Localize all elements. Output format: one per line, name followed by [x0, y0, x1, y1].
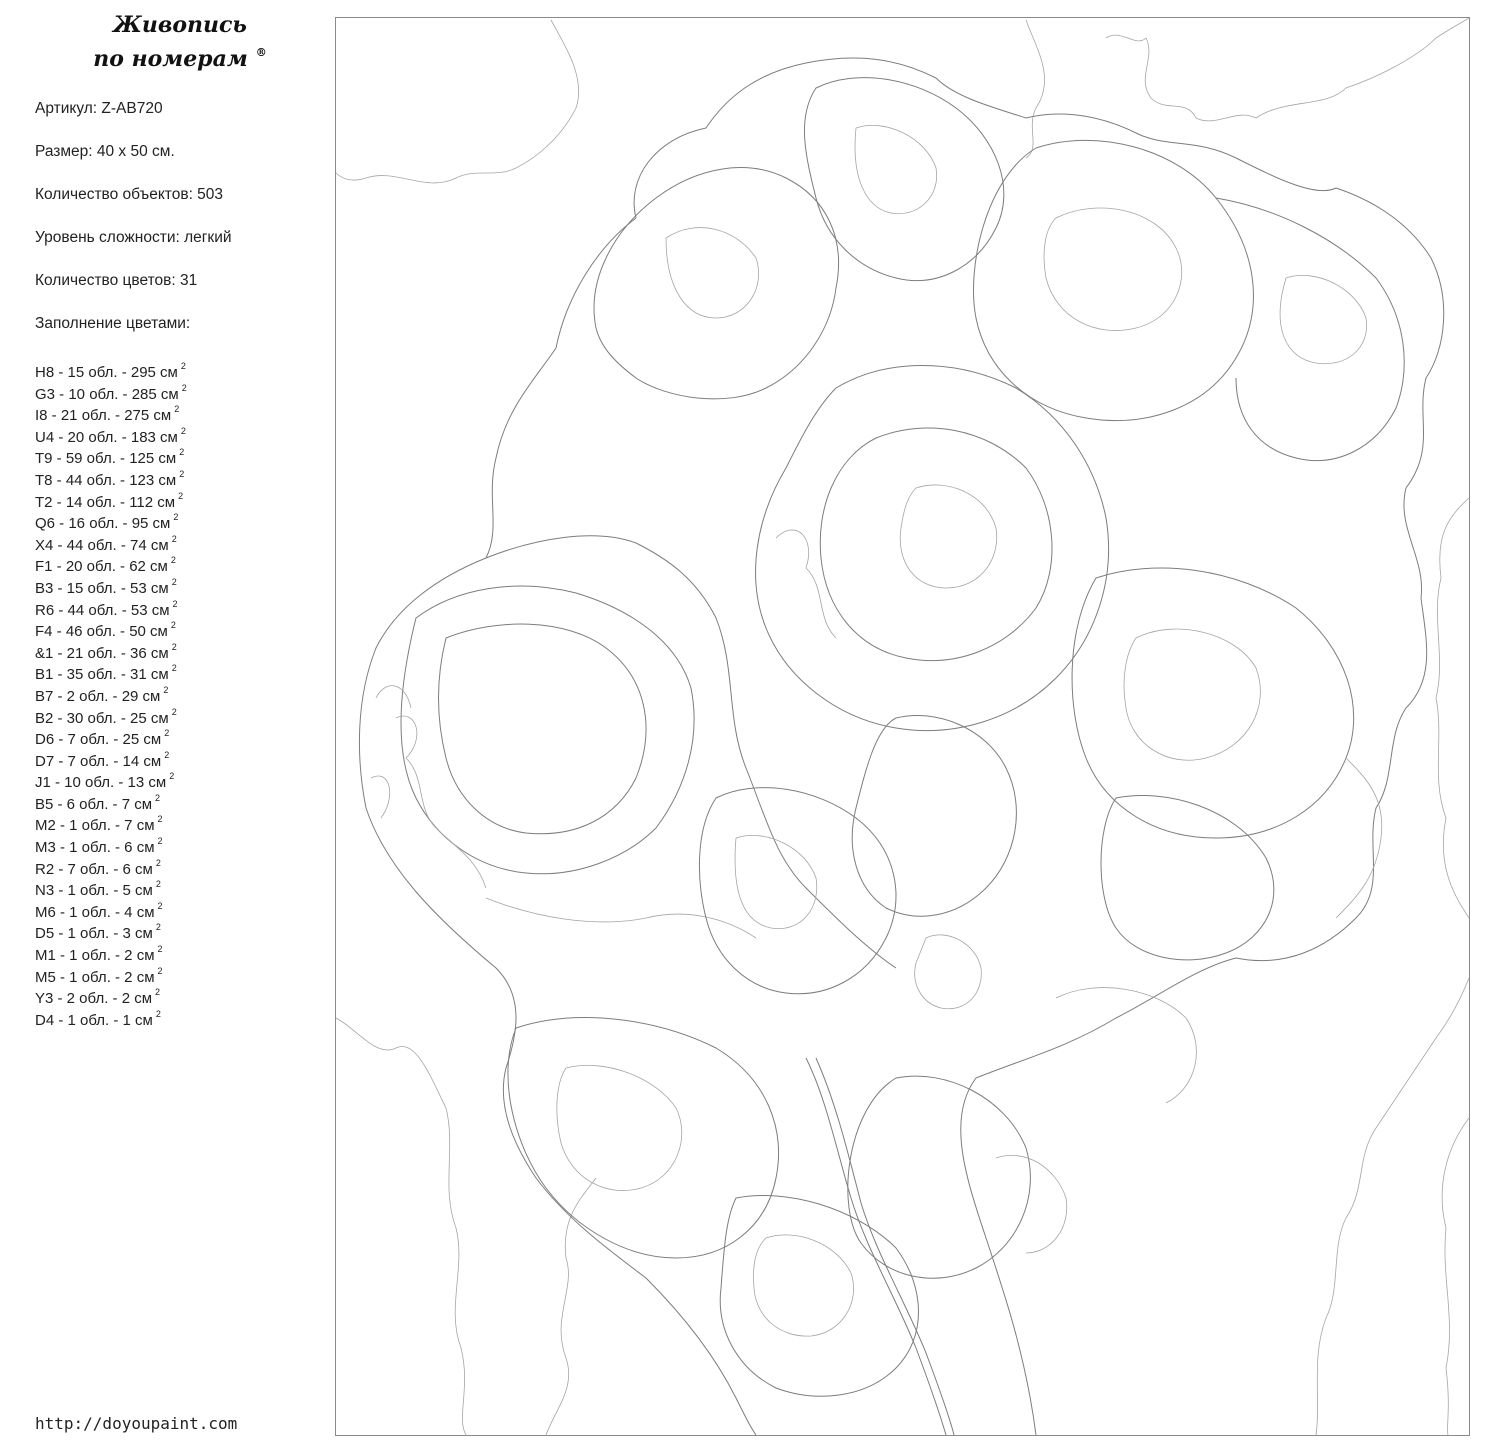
canvas-size: Размер: 40 x 50 см.	[35, 143, 175, 160]
fill-item-unit-exponent: 2	[164, 749, 170, 760]
petal-detail	[1056, 988, 1196, 1103]
petal-contour	[699, 788, 896, 994]
fill-item-unit-exponent: 2	[155, 879, 161, 890]
fill-item-unit-exponent: 2	[179, 447, 185, 458]
fill-item-unit-exponent: 2	[157, 836, 163, 847]
fill-item-unit-exponent: 2	[179, 468, 185, 479]
fill-item-unit-exponent: 2	[155, 857, 161, 868]
fill-list-item	[35, 898, 187, 920]
brand-line-2-text: по номерам	[93, 46, 248, 72]
fill-item-text: M3 - 1 обл. - 6 см	[35, 839, 155, 857]
fill-item-text: D4 - 1 обл. - 1 см	[35, 1011, 153, 1029]
fill-item-unit-exponent: 2	[155, 1008, 161, 1019]
background-contour	[336, 20, 579, 183]
fill-list-item	[35, 509, 187, 531]
info-sidebar	[0, 0, 330, 1453]
fill-item-unit-exponent: 2	[170, 555, 176, 566]
fill-item-text: I8 - 21 обл. - 275 см	[35, 407, 172, 425]
fill-list-item	[35, 466, 187, 488]
fill-item-text: Y3 - 2 обл. - 2 см	[35, 990, 153, 1008]
stem-line	[816, 1058, 954, 1435]
color-count: Количество цветов: 31	[35, 272, 198, 289]
brand-line-2	[60, 42, 300, 76]
fill-item-text: T9 - 59 обл. - 125 см	[35, 450, 177, 468]
fill-item-text: U4 - 20 обл. - 183 см	[35, 428, 178, 446]
petal-detail	[371, 686, 411, 818]
fill-item-unit-exponent: 2	[171, 641, 177, 652]
fill-item-unit-exponent: 2	[173, 512, 179, 523]
fill-item-text: F1 - 20 обл. - 62 см	[35, 558, 168, 576]
fill-list-item	[35, 423, 187, 445]
fill-item-text: D7 - 7 обл. - 14 см	[35, 752, 162, 770]
petal-detail	[1124, 629, 1260, 760]
fill-item-unit-exponent: 2	[171, 663, 177, 674]
fill-item-text: M5 - 1 обл. - 2 см	[35, 968, 155, 986]
fill-list-item	[35, 682, 187, 704]
fill-list-item	[35, 380, 187, 402]
petal-detail	[855, 125, 937, 213]
fill-item-text: B3 - 15 обл. - 53 см	[35, 579, 169, 597]
petal-detail	[735, 835, 817, 928]
fill-item-text: D5 - 1 обл. - 3 см	[35, 925, 153, 943]
fill-list-item	[35, 704, 187, 726]
background-contour	[1026, 20, 1045, 158]
fill-list-item	[35, 811, 187, 833]
fill-item-text: R2 - 7 обл. - 6 см	[35, 860, 153, 878]
fill-item-unit-exponent: 2	[169, 771, 175, 782]
petal-contour	[820, 428, 1052, 661]
petal-contour	[594, 168, 838, 399]
brand-line-1: Живопись	[113, 12, 247, 38]
fill-list-item	[35, 552, 187, 574]
color-fill-list	[35, 358, 187, 1027]
fill-heading: Заполнение цветами:	[35, 315, 191, 332]
petal-contour	[1072, 568, 1354, 838]
petal-detail	[915, 935, 982, 1009]
fill-item-text: M6 - 1 обл. - 4 см	[35, 903, 155, 921]
fill-list-item	[35, 919, 187, 941]
petal-detail	[1280, 275, 1367, 363]
fill-list-item	[35, 984, 187, 1006]
registered-mark: ®	[255, 46, 267, 59]
petal-contour	[848, 1076, 1031, 1278]
petal-detail	[557, 1065, 682, 1190]
petal-contour	[401, 586, 694, 874]
fill-item-unit-exponent: 2	[172, 598, 178, 609]
fill-list-item	[35, 574, 187, 596]
fill-item-unit-exponent: 2	[180, 361, 186, 371]
fill-item-unit-exponent: 2	[178, 490, 184, 501]
fill-list-item	[35, 444, 187, 466]
fill-item-text: H8 - 15 обл. - 295 см	[35, 364, 178, 381]
fill-item-unit-exponent: 2	[157, 944, 163, 955]
fill-list-item	[35, 833, 187, 855]
fill-item-text: B5 - 6 обл. - 7 см	[35, 795, 153, 813]
fill-item-unit-exponent: 2	[157, 900, 163, 911]
fill-item-text: J1 - 10 обл. - 13 см	[35, 774, 167, 792]
coloring-canvas	[335, 17, 1470, 1436]
website-link[interactable]: http://doyoupaint.com	[35, 1414, 238, 1433]
bouquet-outline	[634, 58, 1444, 1435]
fill-list-item	[35, 639, 187, 661]
fill-item-text: B7 - 2 обл. - 29 см	[35, 687, 161, 705]
fill-item-text: F4 - 46 обл. - 50 см	[35, 623, 168, 641]
fill-item-text: X4 - 44 обл. - 74 см	[35, 536, 169, 554]
fill-list-item	[35, 725, 187, 747]
fill-item-unit-exponent: 2	[155, 987, 161, 998]
fill-list-item	[35, 963, 187, 985]
product-meta	[35, 98, 232, 356]
fill-item-text: G3 - 10 обл. - 285 см	[35, 385, 179, 403]
fill-item-unit-exponent: 2	[171, 706, 177, 717]
petal-detail	[486, 898, 756, 938]
petal-contour	[974, 140, 1254, 420]
petal-detail	[754, 1235, 854, 1336]
fill-item-text: B2 - 30 обл. - 25 см	[35, 709, 169, 727]
fill-item-unit-exponent: 2	[155, 922, 161, 933]
bouquet-outline	[359, 218, 756, 1435]
fill-list-item	[35, 876, 187, 898]
fill-list-item	[35, 401, 187, 423]
petal-contour	[439, 624, 647, 834]
petal-detail	[396, 716, 486, 888]
fill-item-unit-exponent: 2	[157, 814, 163, 825]
petal-detail	[1336, 758, 1382, 918]
fill-list-item	[35, 488, 187, 510]
background-contour	[1442, 1118, 1469, 1435]
fill-item-unit-exponent: 2	[163, 684, 169, 695]
fill-item-unit-exponent: 2	[155, 792, 161, 803]
fill-item-text: M1 - 1 обл. - 2 см	[35, 947, 155, 965]
fill-list-item	[35, 747, 187, 769]
petal-detail	[1044, 208, 1182, 331]
fill-item-unit-exponent: 2	[171, 576, 177, 587]
petal-detail	[776, 530, 836, 638]
petal-detail	[996, 1155, 1067, 1253]
fill-item-text: R6 - 44 обл. - 53 см	[35, 601, 170, 619]
fill-item-text: T8 - 44 обл. - 123 см	[35, 471, 177, 489]
difficulty-level: Уровень сложности: легкий	[35, 229, 232, 246]
fill-list-item	[35, 617, 187, 639]
fill-item-unit-exponent: 2	[171, 533, 177, 544]
fill-item-text: D6 - 7 обл. - 25 см	[35, 731, 162, 749]
article-code: Артикул: Z-AB720	[35, 100, 163, 117]
fill-item-unit-exponent: 2	[180, 425, 186, 436]
fill-list-item	[35, 358, 187, 380]
fill-item-text: &1 - 21 обл. - 36 см	[35, 644, 169, 662]
fill-list-item	[35, 855, 187, 877]
petal-contour	[720, 1195, 918, 1396]
fill-list-item	[35, 531, 187, 553]
fill-item-unit-exponent: 2	[157, 965, 163, 976]
petal-contour	[508, 1018, 779, 1258]
fill-item-text: T2 - 14 обл. - 112 см	[35, 493, 176, 511]
fill-list-item	[35, 790, 187, 812]
background-contour	[1106, 18, 1469, 121]
brand-logo	[60, 8, 300, 76]
fill-list-item	[35, 941, 187, 963]
petal-detail	[666, 228, 759, 318]
fill-list-item	[35, 768, 187, 790]
background-contour	[1436, 498, 1469, 918]
fill-item-text: M2 - 1 обл. - 7 см	[35, 817, 155, 835]
fill-item-text: B1 - 35 обл. - 31 см	[35, 666, 169, 684]
background-contour	[336, 1018, 466, 1435]
fill-item-text: N3 - 1 обл. - 5 см	[35, 882, 153, 900]
petal-contour	[804, 78, 1003, 281]
fill-item-unit-exponent: 2	[181, 382, 187, 393]
object-count: Количество объектов: 503	[35, 186, 224, 203]
fill-list-item	[35, 1006, 187, 1028]
fill-list-item	[35, 660, 187, 682]
petal-detail	[900, 485, 997, 588]
petal-contour	[852, 715, 1016, 916]
fill-item-text: Q6 - 16 обл. - 95 см	[35, 515, 171, 533]
fill-list-item	[35, 596, 187, 618]
fill-item-unit-exponent: 2	[164, 728, 170, 739]
petal-contour	[1216, 198, 1404, 461]
fill-item-unit-exponent: 2	[170, 620, 176, 631]
fill-item-unit-exponent: 2	[174, 404, 180, 415]
petal-contour	[1101, 796, 1274, 960]
peony-line-art	[336, 18, 1469, 1435]
